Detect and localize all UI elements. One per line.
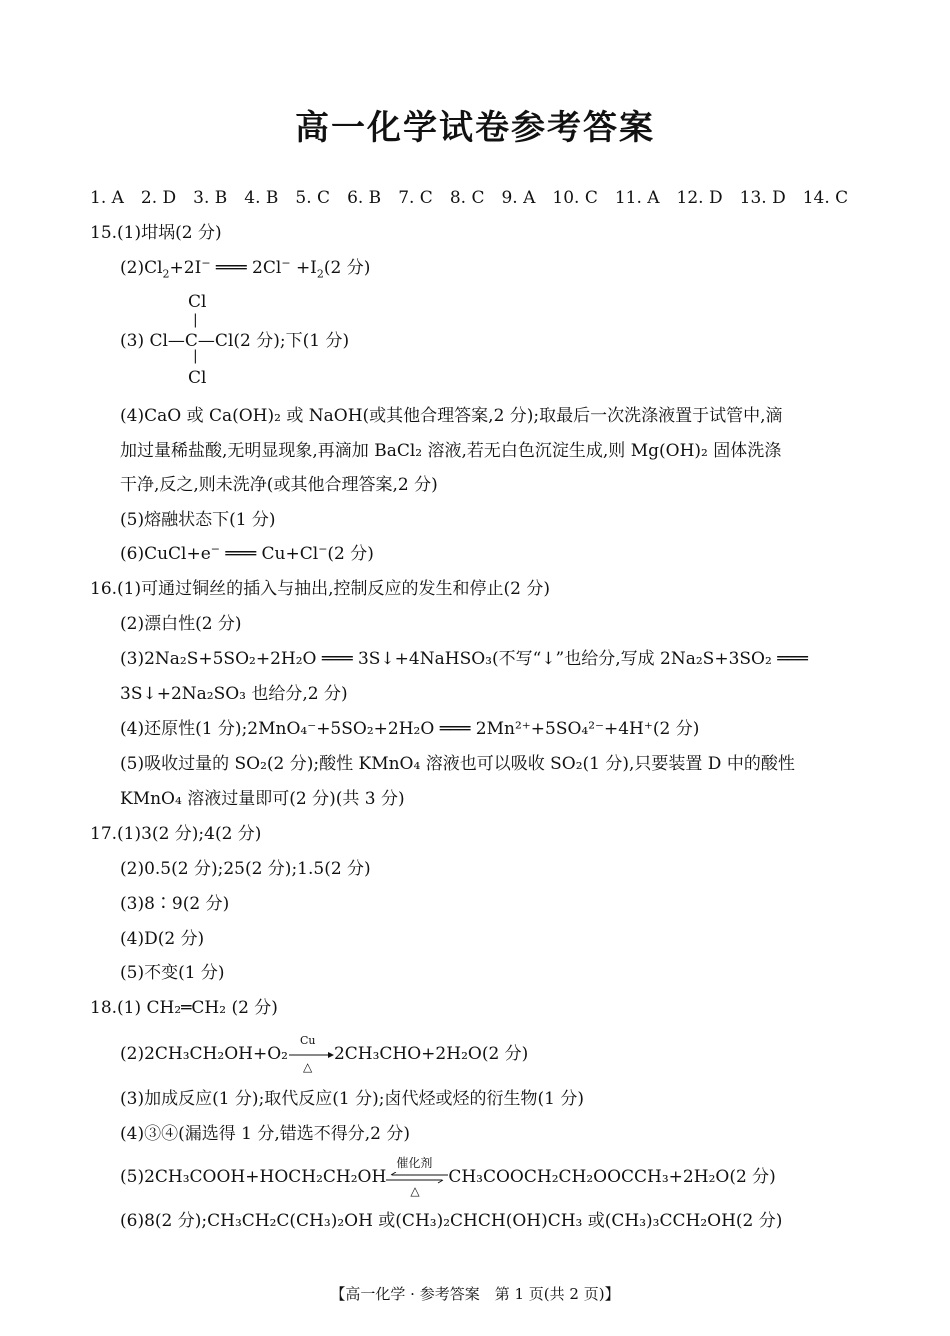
q16-part4: (4)还原性(1 分);2MnO₄⁻+5SO₂+2H₂O ═══ 2Mn²⁺+5SO₄²⁻+4H⁺(2 分) (120, 719, 700, 739)
ccl4-bottom-cl: Cl (188, 368, 207, 388)
ccl4-bond-bottom: | (193, 348, 198, 364)
mc-answer: 1. A (90, 188, 124, 208)
q18-part6: (6)8(2 分);CH₃CH₂C(CH₃)₂OH 或(CH₃)₂CHCH(OH)CH₃ 或(CH₃)₃CCH₂OH(2 分) (120, 1211, 783, 1231)
mc-answer: 7. C (398, 188, 433, 208)
reaction-arrow-cu: Cu △ (288, 1043, 334, 1065)
q16-part5-line1: (5)吸收过量的 SO₂(2 分);酸性 KMnO₄ 溶液也可以吸收 SO₂(1 分),只要装置 D 中的酸性 (120, 754, 795, 774)
q17-part5: (5)不变(1 分) (120, 963, 225, 983)
q18-part5: (5)2CH₃COOH+HOCH₂CH₂OH 催化剂 △ CH₃COOCH₂CH₂OOCCH₃+2H₂O(2 分) (120, 1156, 776, 1198)
q15-part4-line1: (4)CaO 或 Ca(OH)₂ 或 NaOH(或其他合理答案,2 分);取最后一次洗涤液置于试管中,滴 (120, 406, 783, 426)
q17-part2: (2)0.5(2 分);25(2 分);1.5(2 分) (120, 859, 371, 879)
q16-part3-line2: 3S↓+2Na₂SO₃ 也给分,2 分) (120, 684, 348, 704)
q16-part3-line1: (3)2Na₂S+5SO₂+2H₂O ═══ 3S↓+4NaHSO₃(不写“↓”也给分,写成 2Na₂S+3SO₂ ═══ (120, 649, 808, 669)
q15-part1: 15.(1)坩埚(2 分) (90, 223, 222, 243)
mc-answer: 14. C (802, 188, 849, 208)
q16-part2: (2)漂白性(2 分) (120, 614, 242, 634)
mc-answer: 5. C (295, 188, 331, 208)
page-footer: 【高一化学 · 参考答案 第 1 页(共 2 页)】 (330, 1285, 620, 1303)
mc-answer: 4. B (244, 188, 279, 208)
ccl4-bond-top: | (193, 312, 198, 328)
q16-part1: 16.(1)可通过铜丝的插入与抽出,控制反应的发生和停止(2 分) (90, 579, 551, 599)
q15-part4-line2: 加过量稀盐酸,无明显现象,再滴加 BaCl₂ 溶液,若无白色沉淀生成,则 Mg(OH)₂ 固体洗涤 (120, 441, 782, 461)
q18-part4: (4)③④(漏选得 1 分,错选不得分,2 分) (120, 1124, 410, 1144)
q15-part2: $(2)Cl_2+2I^-$ ═══ $2Cl^- +I_2(2$ 分) (120, 256, 371, 281)
mc-answers (90, 187, 865, 209)
mc-answer: 12. D (676, 188, 723, 208)
mc-answer: 9. A (501, 188, 536, 208)
q17-part1: 17.(1)3(2 分);4(2 分) (90, 824, 262, 844)
q17-part3: (3)8∶9(2 分) (120, 894, 230, 914)
mc-answer: 13. D (739, 188, 786, 208)
q18-part2: (2)2CH₃CH₂OH+O₂ Cu △ 2CH₃CHO+2H₂O(2 分) (120, 1034, 529, 1074)
q15-part3: (3) Cl—C—Cl(2 分);下(1 分) (120, 331, 350, 351)
mc-answer: 10. C (552, 188, 598, 208)
mc-answer: 3. B (193, 188, 228, 208)
q16-part5-line2: KMnO₄ 溶液过量即可(2 分)(共 3 分) (120, 789, 405, 809)
q17-part4: (4)D(2 分) (120, 929, 205, 949)
q18-part1: 18.(1) CH₂═CH₂ (2 分) (90, 998, 278, 1018)
page-title: 高一化学试卷参考答案 (295, 108, 655, 148)
mc-answer: 6. B (347, 188, 382, 208)
ccl4-top-cl: Cl (188, 292, 207, 312)
q15-part4-line3: 干净,反之,则未洗净(或其他合理答案,2 分) (120, 475, 438, 495)
mc-answer: 11. A (614, 188, 660, 208)
q18-part3: (3)加成反应(1 分);取代反应(1 分);卤代烃或烃的衍生物(1 分) (120, 1089, 584, 1109)
mc-answer: 2. D (140, 188, 177, 208)
mc-answer: 8. C (449, 188, 485, 208)
q15-part5: (5)熔融状态下(1 分) (120, 510, 276, 530)
reaction-arrow-catalyst: 催化剂 △ (386, 1166, 448, 1188)
q15-part6: (6)CuCl+e− ═══ Cu+Cl−(2 分) (120, 542, 374, 564)
